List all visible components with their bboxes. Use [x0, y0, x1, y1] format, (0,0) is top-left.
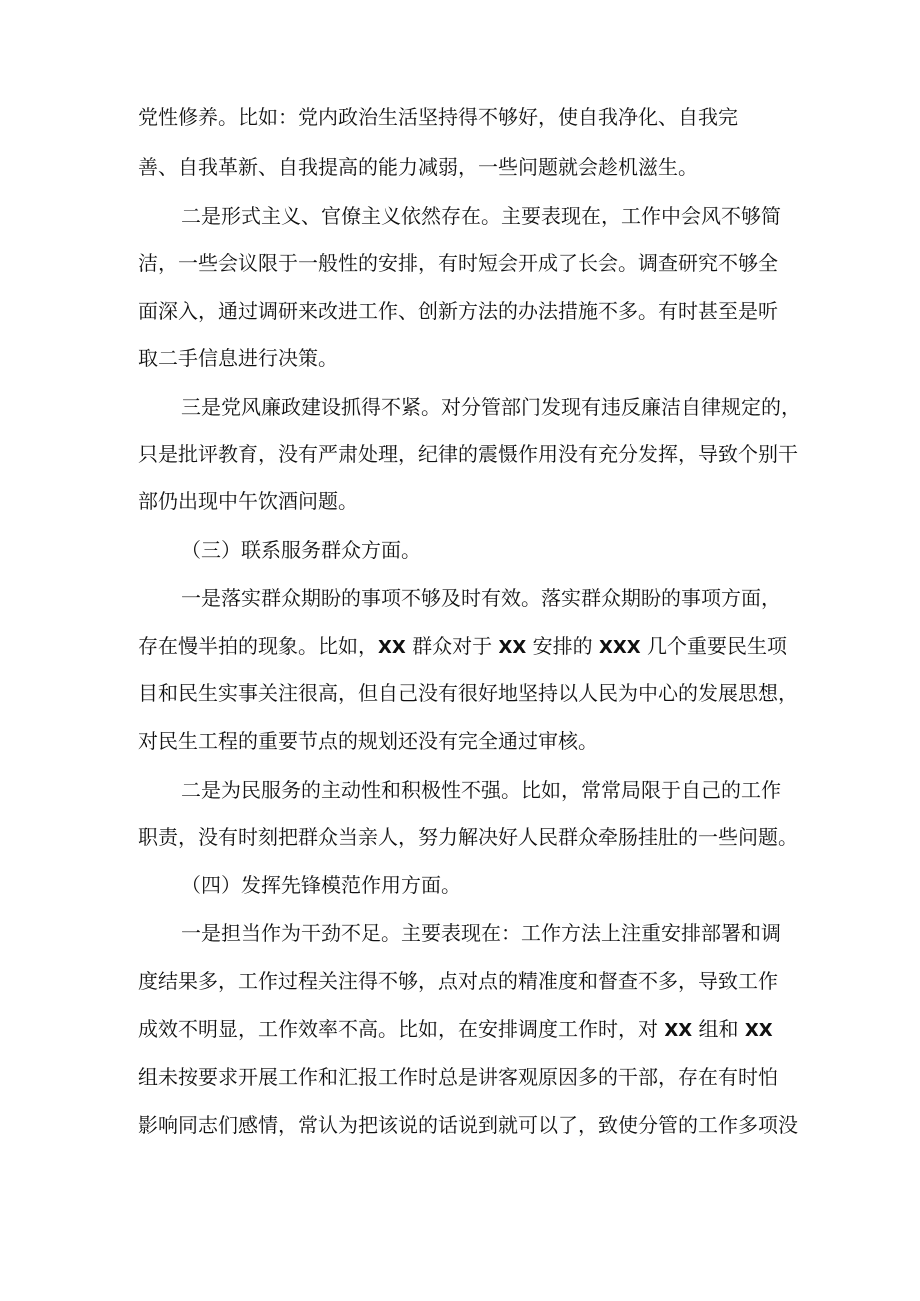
- text-line: 一是担当作为干劲不足。主要表现在：工作方法上注重安排部署和调: [181, 921, 781, 945]
- text-line-mixed: [138, 634, 920, 660]
- text-line: 善、自我革新、自我提高的能力减弱，一些问题就会趁机滋生。: [138, 155, 698, 179]
- text-line: 取二手信息进行决策。: [138, 346, 338, 370]
- section-heading: （四）发挥先锋模范作用方面。: [181, 873, 461, 897]
- text-line: 职责，没有时刻把群众当亲人，努力解决好人民群众牵肠挂肚的一些问题。: [138, 825, 798, 849]
- placeholder-bold: XX: [378, 637, 406, 658]
- text-line: 部仍出现中午饮酒问题。: [138, 489, 358, 513]
- text-line: 三是党风廉政建设抓得不紧。对分管部门发现有违反廉洁自律规定的，: [181, 395, 801, 419]
- text-span: 组和: [692, 1017, 745, 1041]
- text-line: 对民生工程的重要节点的规划还没有完全通过审核。: [138, 729, 598, 753]
- placeholder-bold: XX: [744, 1020, 773, 1041]
- text-line: 洁，一些会议限于一般性的安排，有时短会开成了长会。调查研究不够全: [138, 251, 778, 275]
- text-line: 二是为民服务的主动性和积极性不强。比如，常常局限于自己的工作: [181, 778, 781, 802]
- text-line: 组未按要求开展工作和汇报工作时总是讲客观原因多的干部，存在有时怕: [138, 1065, 778, 1089]
- text-line: 面深入，通过调研来改进工作、创新方法的办法措施不多。有时甚至是听: [138, 299, 778, 323]
- text-span: 成效不明显，工作效率不高。比如，在安排调度工作时，对: [138, 1017, 665, 1041]
- text-line: 度结果多，工作过程关注得不够，点对点的精准度和督查不多，导致工作: [138, 969, 778, 993]
- text-line: 二是形式主义、官僚主义依然存在。主要表现在，工作中会风不够简: [181, 204, 781, 228]
- text-line: 党性修养。比如：党内政治生活坚持得不够好，使自我净化、自我完: [138, 105, 738, 129]
- placeholder-bold: XXX: [598, 637, 641, 658]
- text-span: 群众对于: [405, 634, 499, 658]
- text-line: 目和民生实事关注很高，但自己没有很好地坚持以人民为中心的发展思想，: [138, 681, 798, 705]
- text-span: 安排的: [526, 634, 599, 658]
- text-line: 一是落实群众期盼的事项不够及时有效。落实群众期盼的事项方面，: [181, 586, 781, 610]
- text-line-mixed: [138, 1017, 920, 1043]
- text-line: 影响同志们感情，常认为把该说的话说到就可以了，致使分管的工作多项没: [138, 1113, 798, 1137]
- section-heading: （三）联系服务群众方面。: [181, 538, 421, 562]
- text-line: 只是批评教育，没有严肃处理，纪律的震慑作用没有充分发挥，导致个别干: [138, 442, 798, 466]
- placeholder-bold: XX: [664, 1020, 693, 1041]
- text-span: 几个重要民生项: [640, 634, 787, 658]
- placeholder-bold: XX: [498, 637, 527, 658]
- text-span: 存在慢半拍的现象。比如，: [138, 634, 378, 658]
